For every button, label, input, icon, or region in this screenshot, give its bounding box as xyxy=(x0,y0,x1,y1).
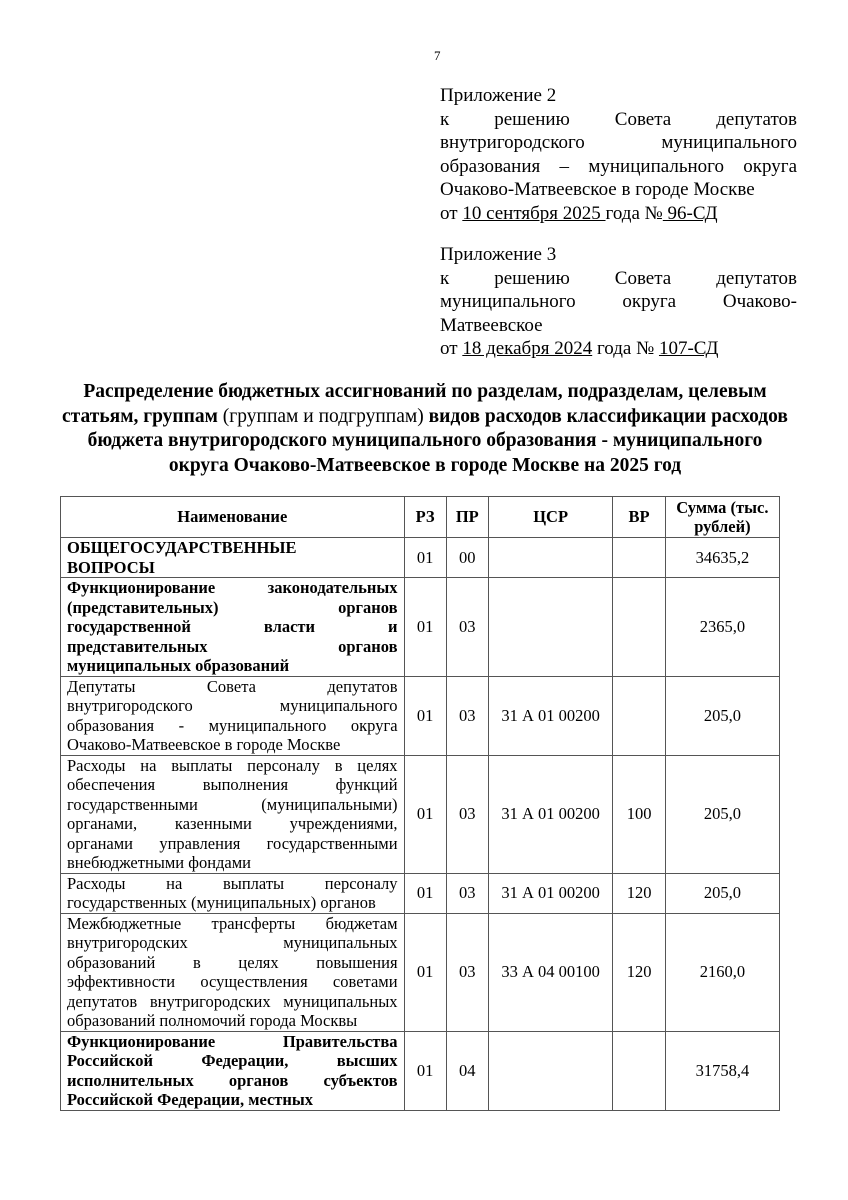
cell-pr: 03 xyxy=(446,578,488,677)
cell-csr xyxy=(488,538,612,578)
cell-pr: 03 xyxy=(446,873,488,913)
cell-sum: 205,0 xyxy=(665,873,779,913)
cell-vr: 120 xyxy=(613,913,665,1031)
name-line: представительных органов xyxy=(67,636,398,656)
name-line: (представительных) органов xyxy=(67,597,398,617)
table-header-row xyxy=(61,497,780,538)
name-line: государственных (муниципальных) органов xyxy=(67,893,376,912)
cell-pr: 03 xyxy=(446,755,488,873)
cell-pr: 03 xyxy=(446,676,488,755)
cell-name xyxy=(61,755,405,873)
name-line: ВОПРОСЫ xyxy=(67,557,155,577)
name-line: государственными (муниципальными) xyxy=(67,794,398,814)
date-suffix: года № xyxy=(605,202,663,224)
header-rz: РЗ xyxy=(404,497,446,538)
name-line: ОБЩЕГОСУДАРСТВЕННЫЕ xyxy=(67,538,297,557)
cell-rz: 01 xyxy=(404,578,446,677)
appendix-3-line: Матвеевское xyxy=(440,314,543,336)
header-csr: ЦСР xyxy=(488,497,612,538)
name-line: депутатов внутригородских муниципальных xyxy=(67,991,398,1011)
cell-sum: 2160,0 xyxy=(665,913,779,1031)
cell-vr xyxy=(613,578,665,677)
cell-pr: 03 xyxy=(446,913,488,1031)
cell-rz: 01 xyxy=(404,676,446,755)
header-sum: Сумма (тыс. рублей) xyxy=(665,497,779,538)
cell-name xyxy=(61,1031,405,1110)
name-line: внутригородского муниципального xyxy=(67,696,398,715)
cell-name xyxy=(61,676,405,755)
appendix-3-date: 18 декабря 2024 xyxy=(462,338,593,359)
table-row xyxy=(61,873,780,913)
appendix-2-header xyxy=(440,84,797,225)
cell-pr: 04 xyxy=(446,1031,488,1110)
cell-csr: 31 А 01 00200 xyxy=(488,755,612,873)
name-line: муниципальных образований xyxy=(67,656,290,675)
appendix-2-line: Приложение 2 xyxy=(440,85,557,106)
name-line: Функционирование законодательных xyxy=(67,578,398,597)
cell-csr: 31 А 01 00200 xyxy=(488,676,612,755)
name-line: внебюджетными фондами xyxy=(67,853,252,872)
cell-csr xyxy=(488,578,612,677)
cell-csr xyxy=(488,1031,612,1110)
cell-rz: 01 xyxy=(404,755,446,873)
name-line: Межбюджетные трансферты бюджетам xyxy=(67,913,398,933)
header-name: Наименование xyxy=(61,497,405,538)
appendix-2-line: Очаково-Матвеевское в городе Москве xyxy=(440,179,755,200)
name-line: Депутаты Совета депутатов xyxy=(67,676,398,696)
header-vr: ВР xyxy=(613,497,665,538)
table-row xyxy=(61,1031,780,1110)
name-line: обеспечения выполнения функций xyxy=(67,775,398,794)
table-row xyxy=(61,913,780,1031)
table-row xyxy=(61,755,780,873)
table-row xyxy=(61,538,780,578)
title-part-3: видов расходов классификации расходов бюджета внутригородского муниципального образования - муниципального округа Очаково-Матвеевское в городе Москве на 2025 год xyxy=(87,405,788,476)
page-number: 7 xyxy=(434,48,441,63)
cell-pr: 00 xyxy=(446,538,488,578)
cell-vr: 100 xyxy=(613,755,665,873)
name-line: Расходы на выплаты персоналу в целях xyxy=(67,755,398,775)
cell-rz: 01 xyxy=(404,1031,446,1110)
cell-vr: 120 xyxy=(613,873,665,913)
appendix-3-line: к решению Совета депутатов xyxy=(440,267,797,289)
appendix-2-date: 10 сентября 2025 xyxy=(462,202,606,224)
appendix-2-line: к решению Совета депутатов xyxy=(440,108,797,130)
date-suffix: года № xyxy=(592,338,659,359)
cell-rz: 01 xyxy=(404,913,446,1031)
name-line: Расходы на выплаты персоналу xyxy=(67,873,398,893)
cell-sum: 34635,2 xyxy=(665,538,779,578)
name-line: государственной власти и xyxy=(67,617,398,636)
cell-vr xyxy=(613,1031,665,1110)
appendix-2-line: внутригородского муниципального xyxy=(440,132,797,153)
cell-sum: 205,0 xyxy=(665,755,779,873)
table-row xyxy=(61,676,780,755)
cell-rz: 01 xyxy=(404,873,446,913)
cell-name xyxy=(61,538,405,578)
cell-vr xyxy=(613,676,665,755)
header-pr: ПР xyxy=(446,497,488,538)
appendix-3-header xyxy=(440,243,797,361)
cell-sum: 2365,0 xyxy=(665,578,779,677)
appendix-3-date-line xyxy=(440,337,797,361)
cell-name xyxy=(61,873,405,913)
title-part-2: (группам и подгруппам) xyxy=(222,405,424,427)
appendix-2-number: 96-СД xyxy=(662,202,718,224)
appendix-2-date-line xyxy=(440,202,797,226)
appendix-3-line: муниципального округа Очаково- xyxy=(440,291,797,312)
cell-rz: 01 xyxy=(404,538,446,578)
title-part-1: Распределение бюджетных ассигнований по разделам, подразделам, целевым статьям, группам xyxy=(62,381,767,427)
budget-table xyxy=(60,496,780,1111)
cell-sum: 205,0 xyxy=(665,676,779,755)
cell-vr xyxy=(613,538,665,578)
document-title xyxy=(60,380,790,478)
name-line: образования - муниципального округа xyxy=(67,715,398,735)
appendix-2-line: образования – муниципального округа xyxy=(440,155,797,177)
name-line: органами управления государственными xyxy=(67,833,398,853)
name-line: Функционирование Правительства xyxy=(67,1031,398,1051)
name-line: образований в целях повышения xyxy=(67,952,398,972)
name-line: органами, казенными учреждениями, xyxy=(67,814,398,833)
name-line: внутригородских муниципальных xyxy=(67,933,398,952)
name-line: эффективности осуществления советами xyxy=(67,972,398,991)
cell-name xyxy=(61,913,405,1031)
name-line: исполнительных органов субъектов xyxy=(67,1070,398,1090)
appendix-3-line: Приложение 3 xyxy=(440,244,557,265)
cell-name xyxy=(61,578,405,677)
cell-sum: 31758,4 xyxy=(665,1031,779,1110)
name-line: Российской Федерации, высших xyxy=(67,1051,398,1070)
name-line: Российской Федерации, местных xyxy=(67,1090,314,1109)
date-prefix: от xyxy=(440,338,463,359)
appendix-3-number: 107-СД xyxy=(658,338,719,359)
cell-csr: 31 А 01 00200 xyxy=(488,873,612,913)
cell-csr: 33 А 04 00100 xyxy=(488,913,612,1031)
name-line: Очаково-Матвеевское в городе Москве xyxy=(67,735,341,754)
date-prefix: от xyxy=(440,202,463,224)
name-line: образований полномочий города Москвы xyxy=(67,1011,358,1030)
table-row xyxy=(61,578,780,677)
